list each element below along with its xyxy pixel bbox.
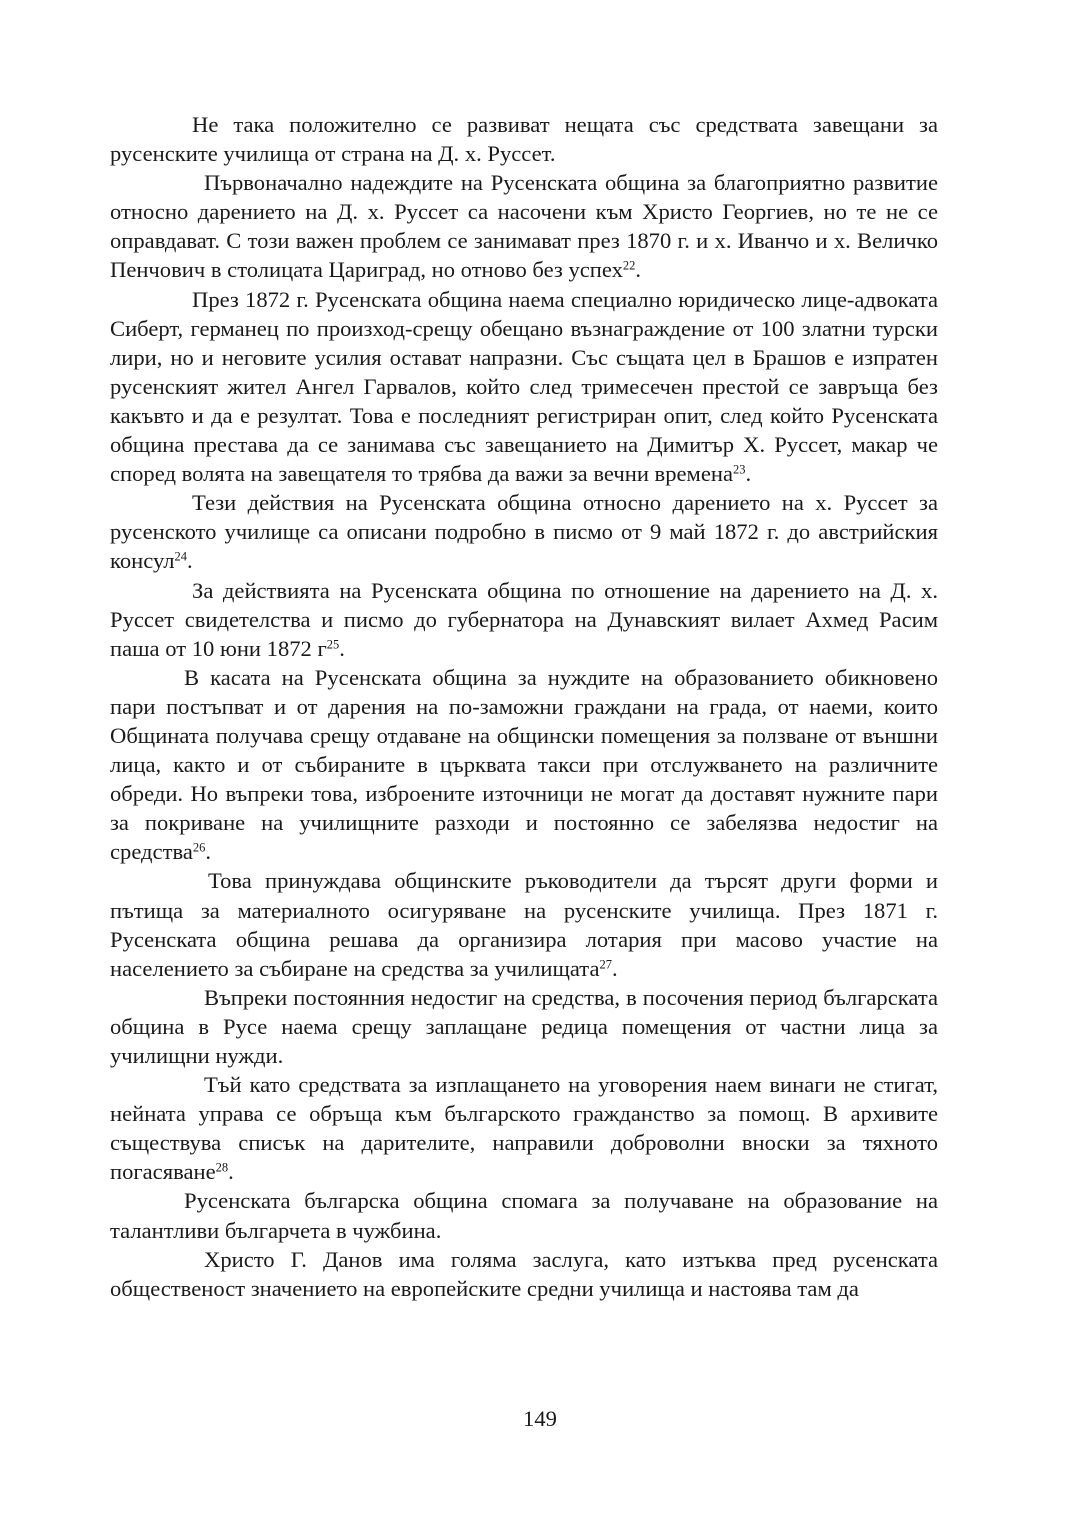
paragraph-text: Русенската българска община спомага за получаване на образование на талантливи българчета в чужбина. [110, 1188, 938, 1243]
paragraph-9 [110, 1070, 938, 1186]
footnote-ref-26[interactable]: 26 [192, 840, 206, 855]
footnote-ref-28[interactable]: 28 [215, 1160, 229, 1175]
paragraph-6 [110, 663, 938, 867]
paragraph-end-punct: . [611, 955, 618, 981]
paragraph-4 [110, 488, 938, 575]
footnote-ref-22[interactable]: 22 [622, 258, 636, 273]
paragraph-end-punct: . [205, 839, 212, 865]
paragraph-text: Това принуждава общинските ръководители да търсят други форми и пътища за материалното осигуряване на русенските училища. През 1871 г. Русенската община решава да организира лотария при масово участие на населението за събиране на средства за училищата [110, 868, 938, 981]
footnote-ref-25[interactable]: 25 [326, 636, 340, 651]
footnote-ref-24[interactable]: 24 [174, 549, 188, 564]
paragraph-2 [110, 168, 938, 284]
paragraph-3 [110, 285, 938, 489]
paragraph-5 [110, 576, 938, 663]
paragraph-11 [110, 1245, 938, 1303]
paragraph-end-punct: . [635, 257, 642, 283]
paragraph-8 [110, 983, 938, 1070]
footnote-ref-27[interactable]: 27 [599, 956, 612, 971]
page-body [110, 110, 938, 1303]
paragraph-7 [110, 866, 938, 982]
page-number: 149 [523, 1406, 557, 1431]
paragraph-text: Първоначално надеждите на Русенската община за благоприятно развитие относно дарението на Д. х. Руссет са насочени към Христо Георгиев, но те не се оправдават. С този важен проблем се занимават през 1870 г. и х. Иванчо и х. Величко Пенчович в столицата Цариград, но отново без успех [110, 170, 938, 283]
paragraph-text: Тези действия на Русенската община относно дарението на х. Руссет за русенското училище са описани подробно в писмо от 9 май 1872 г. до австрийския консул [110, 490, 938, 574]
paragraph-text: Тъй като средствата за изплащането на уговорения наем винаги не стигат, нейната управа се обръща към българското гражданство за помощ. В архивите съществува списък на дарителите, направили доброволни вноски за тяхното погасяване [110, 1072, 938, 1185]
paragraph-end-punct: . [339, 635, 345, 661]
paragraph-text: Христо Г. Данов има голяма заслуга, като изтъква пред русенската общественост значението на европейските средни училища и настоява там да [110, 1246, 938, 1301]
paragraph-text: Въпреки постоянния недостиг на средства, в посочения период българската община в Русе наема срещу заплащане редица помещения от частни лица за училищни нужди. [110, 984, 938, 1068]
paragraph-end-punct: . [228, 1159, 234, 1185]
paragraph-1 [110, 110, 938, 168]
paragraph-text: В касата на Русенската община за нуждите на образованието обикновено пари постъпват и от дарения на по-заможни граждани на града, от наеми, които Общината получава срещу отдаване на общински помещения за ползване от външни лица, както и от събираните в църквата такси при отслужването на различните обреди. Но въпреки това, изброените източници не могат да доставят нужните пари за покриване на училищните разходи и постоянно се забелязва недостиг на средства [110, 664, 938, 865]
paragraph-10 [110, 1186, 938, 1244]
footnote-ref-23[interactable]: 23 [733, 462, 746, 477]
paragraph-text: За действията на Русенската община по отношение на дарението на Д. х. Руссет свидетелства и писмо до губернатора на Дунавският вилает Ахмед Расим паша от 10 юни 1872 г [110, 577, 938, 661]
paragraph-end-punct: . [745, 461, 752, 487]
paragraph-end-punct: . [187, 548, 193, 574]
paragraph-text: През 1872 г. Русенската община наема специално юридическо лице-адвоката Сиберт, германец по произход-срещу обещано възнаграждение от 100 златни турски лири, но и неговите усилия остават напразни. Със същата цел в Брашов е изпратен русенският жител Ангел Гарвалов, който след тримесечен престой се завръща без какъвто и да е резултат. Това е последният регистриран опит, след който Русенската община престава да се занимава със завещанието на Димитър Х. Руссет, макар че според волята на завещателя то трябва да важи за вечни времена [110, 286, 938, 487]
paragraph-text: Не така положително се развиват нещата със средствата завещани за русенските училища от страна на Д. х. Руссет. [110, 112, 938, 167]
